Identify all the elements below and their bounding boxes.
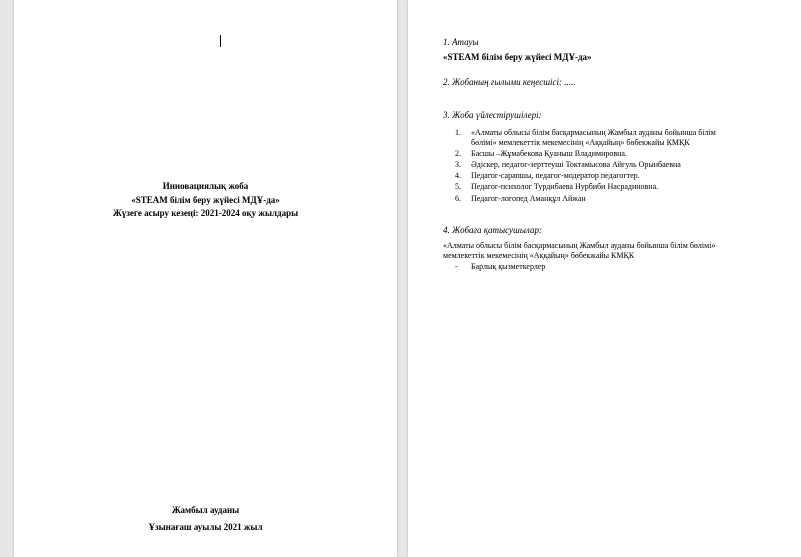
list-item	[455, 182, 795, 192]
list-item-text: «Алматы облысы білім басқармасының Жамбыл ауданы бойынша білім	[471, 128, 716, 137]
section-3-heading: 3. Жоба үйлестірушілері:	[443, 110, 542, 120]
list-item-number: 6.	[455, 194, 461, 203]
list-item-text: Педагог-сарапшы, педагог-модератор педагогтер.	[471, 171, 640, 180]
section-4-heading: 4. Жобаға қатысушылар:	[443, 225, 542, 235]
implementation-period: Жүзеге асыру кезеңі: 2021-2024 оқу жылдары	[112, 208, 299, 218]
list-item-number: 3.	[455, 160, 461, 169]
list-item-number: 2.	[455, 149, 461, 158]
document-page-right	[408, 0, 801, 557]
list-item-text: Басшы –Жұмабекова Қуаныш Владимировна.	[471, 149, 627, 158]
district-name: Жамбыл ауданы	[171, 505, 240, 515]
section-4-text: мемлекеттік мекемесінің «Аққайың» бөбекжайы КМҚК	[443, 251, 635, 260]
list-item	[455, 194, 795, 204]
list-item-text: Педагог-логопед Аманқұл Айжан	[471, 194, 586, 203]
section-1-heading: 1. Атауы	[443, 37, 479, 47]
text-cursor	[220, 35, 221, 47]
section-1-value: «STEAM білім беру жүйесі МДҰ-да»	[443, 52, 592, 62]
village-year: Ұзынағаш ауылы 2021 жыл	[148, 522, 263, 532]
list-item	[455, 149, 795, 159]
document-page-left	[14, 0, 397, 557]
list-item-number: 5.	[455, 182, 461, 191]
list-item-number: 1.	[455, 128, 461, 137]
list-item-number: 4.	[455, 171, 461, 180]
list-item-text: бөлімі» мемлекеттік мекемесінің «Аққайың» бөбекжайы КМҚК	[471, 138, 690, 147]
list-item	[455, 262, 795, 272]
list-item	[455, 171, 795, 181]
list-item-text: Педагог-психолог Турдибаева Нурбиби Насрадиновна.	[471, 182, 659, 191]
section-4-text: «Алматы облысы білім басқармасының Жамбыл ауданы бойынша білім бөлімі»	[443, 241, 716, 250]
list-item	[455, 128, 795, 148]
project-name-title: «STEAM білім беру жүйесі МДҰ-да»	[131, 195, 280, 205]
list-item	[455, 160, 795, 170]
bullet-dash: -	[455, 262, 458, 271]
list-item-text: Барлық қызметкерлер	[471, 262, 546, 271]
list-item-text: Әдіскер, педагог-зерттеуші Токтамысова Айгуль Орынбаевна	[471, 160, 681, 169]
section-2-heading: 2. Жобаның ғылыми кеңесшісі: .....	[443, 77, 576, 87]
project-type-title: Инновациялық жоба	[162, 181, 249, 191]
